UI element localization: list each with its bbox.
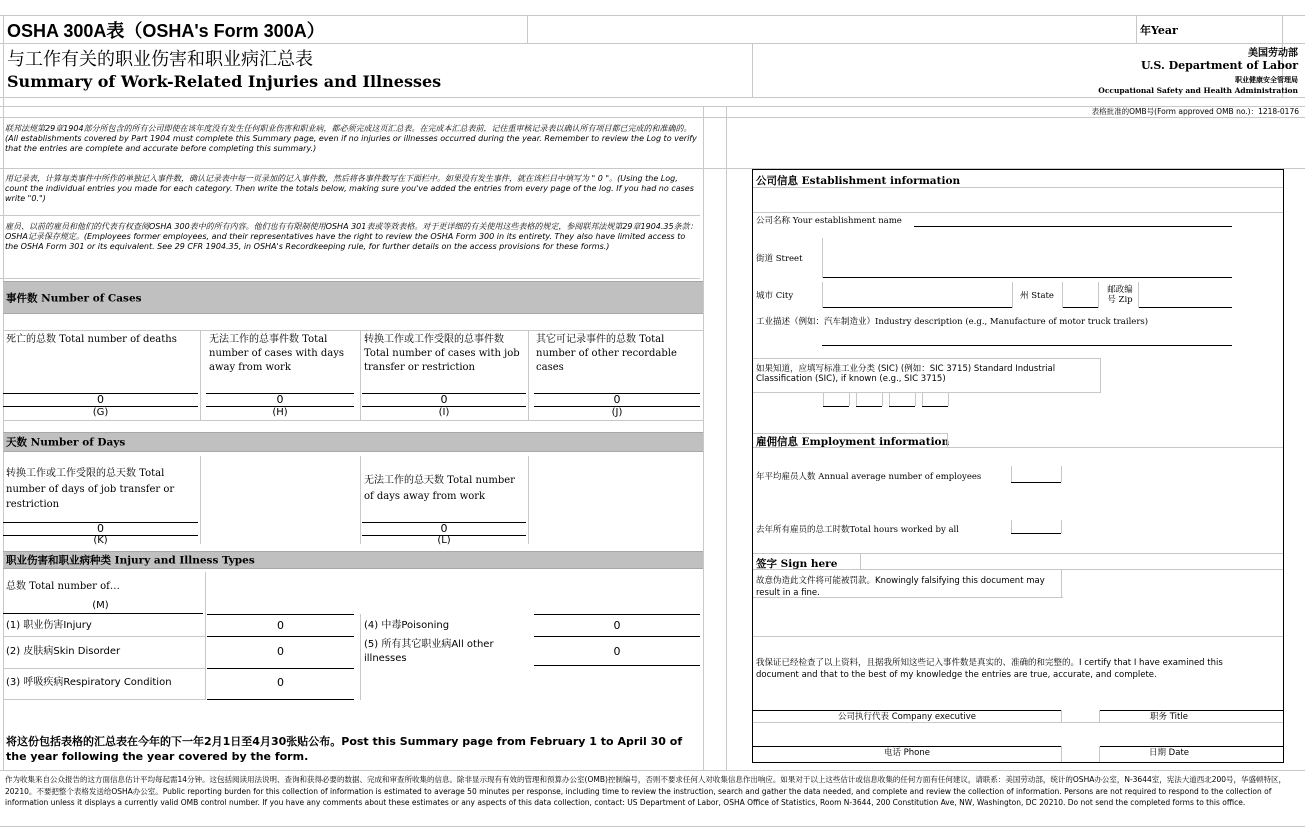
total-hours-label: 去年所有雇员的总工时数Total hours worked by all bbox=[756, 525, 959, 535]
days-away-cases-value[interactable]: 0 bbox=[276, 393, 284, 406]
burden-statement: 作为收集来自公众报告的这方面信息估计平均每起需14分钟。这包括阅读用法说明、查询和获得必要的数据、完成和审查所收集的信息。除非显示现有有效的管理和预算办公室(OMB)控制编号，否则不要求任何人对收集信息作出响应。如果对于以上这些估计或信息收集的任何方面有任何建议，请联系：美国劳动部，统计的OSHA办公室，N-3644室，宪法大道西北200号，华盛顿特区，20210。不要把整个表格发送给OSHA办公室。Public reporting burden for this collection of information is estimated to average 50 minutes per response, including time to review the instruction, search and gather the data needed, and complete and review the collection of information. Persons are not required to respond to the collection of information unless it displays a currently valid OMB control number. If you have any comments about these estimates or any aspects of this data collection, contact: US Department of Labor, OSHA Office of Statistics, Room N-3644, 200 Constitution Ave, NW, Washington, DC 20210. Do not send the completed forms to this office. bbox=[5, 775, 1287, 807]
other-cases-value[interactable]: 0 bbox=[613, 393, 621, 406]
cases-section-title: 事件数 Number of Cases bbox=[6, 292, 142, 304]
state-input[interactable] bbox=[1062, 307, 1098, 308]
transfer-cases-value[interactable]: 0 bbox=[440, 393, 448, 406]
letter-h: (H) bbox=[272, 407, 288, 418]
types-total-label: 总数 Total number of… bbox=[6, 581, 120, 592]
agency-english: Occupational Safety and Health Administration bbox=[1098, 86, 1298, 95]
dept-english: U.S. Department of Labor bbox=[1141, 59, 1298, 72]
instruction-2: 用记录表，计算每类事件中所作的单独记入事件数，确认记录表中每一页录加的记入事件数，然后将各事件数写在下面栏中。如果没有发生事件，就在该栏目中填写为 " 0 "。(Using the Log, count the individual entries you made for each category. Then write the totals below, making sure you've added the entries from every page of the log. If you had no cases write "0.") bbox=[5, 174, 694, 203]
executive-input[interactable] bbox=[753, 710, 1061, 711]
instruction-3: 雇员、以前的雇员和他们的代表有权查阅OSHA 300表中的所有内容。他们也有有限制使用OSHA 301表或等效表格。对于更详细的有关使用这些表格的规定，参阅联邦法规第29章1904.35条款：OSHA记录保存规定。(Employees former employees, and their representatives have the right to review the OSHA Form 300 in its entirety. They also have limited access to the OSHA Form 301 or its equivalent. See 29 CFR 1904.35, in OSHA's Recordkeeping rule, for further details on the access provisions for these forms.) bbox=[5, 222, 698, 251]
injury-value[interactable]: 0 bbox=[277, 619, 284, 632]
days-section-title: 天数 Number of Days bbox=[6, 436, 126, 449]
title-input[interactable] bbox=[1099, 710, 1283, 711]
transfer-cases-label: 转换工作或工作受限的总事件数 Total number of cases with job transfer or restriction bbox=[364, 334, 520, 373]
sic-digit-3[interactable] bbox=[889, 406, 915, 407]
days-away-cases-label: 无法工作的总事件数 Total number of cases with days away from work bbox=[209, 334, 345, 373]
title-chinese: 与工作有关的职业伤害和职业病汇总表 bbox=[7, 49, 313, 70]
sic-digit-4[interactable] bbox=[922, 406, 948, 407]
establishment-name-label: 公司名称 Your establishment name bbox=[756, 216, 902, 226]
certification-text: 我保证已经检查了以上资料，且据我所知这些记入事件数是真实的、准确的和完整的。I certify that I have examined this document and that to the best of my knowledge the entries are true, accurate, and complete. bbox=[756, 658, 1223, 680]
poisoning-value[interactable]: 0 bbox=[613, 619, 621, 632]
skin-disorder-label: (2) 皮肤病Skin Disorder bbox=[6, 646, 121, 657]
letter-j: (J) bbox=[611, 407, 623, 418]
agency-chinese: 职业健康安全管理局 bbox=[1235, 75, 1298, 84]
types-section-title: 职业伤害和职业病种类 Injury and Illness Types bbox=[6, 554, 255, 567]
respiratory-label: (3) 呼吸疾病Respiratory Condition bbox=[6, 677, 172, 688]
sic-label: 如果知道，应填写标准工业分类 (SIC) (例如：SIC 3715) Standard Industrial Classification (SIC), if known (e.g., SIC 3715) bbox=[756, 364, 1056, 384]
industry-input[interactable] bbox=[822, 345, 1232, 346]
letter-m: (M) bbox=[92, 600, 109, 611]
city-label: 城市 City bbox=[756, 291, 794, 301]
year-label: 年Year bbox=[1140, 24, 1178, 37]
city-input[interactable] bbox=[822, 307, 1012, 308]
sic-digit-2[interactable] bbox=[856, 406, 882, 407]
total-hours-input[interactable] bbox=[1011, 533, 1061, 534]
employment-heading: 雇佣信息 Employment information bbox=[756, 436, 950, 448]
phone-input[interactable] bbox=[753, 746, 1061, 747]
letter-i: (I) bbox=[438, 407, 450, 418]
sic-digit-1[interactable] bbox=[823, 406, 849, 407]
form-title: OSHA 300A表（OSHA's Form 300A） bbox=[7, 21, 325, 41]
letter-g: (G) bbox=[92, 407, 109, 418]
poisoning-label: (4) 中毒Poisoning bbox=[364, 620, 450, 631]
dept-chinese: 美国劳动部 bbox=[1248, 48, 1298, 59]
street-input[interactable] bbox=[822, 277, 1232, 278]
post-notice: 将这份包括表格的汇总表在今年的下一年2月1日至4月30张贴公布。Post this Summary page from February 1 to April 30 of the year following the year covered by the form. bbox=[6, 735, 683, 763]
respiratory-value[interactable]: 0 bbox=[277, 676, 284, 689]
transfer-days-label: 转换工作或工作受限的总天数 Total number of days of job transfer or restriction bbox=[6, 468, 175, 510]
instruction-1: 联邦法规第29章1904部分所包含的所有公司即使在该年度没有发生任何职业伤害和职业病，都必须完成这页汇总表。在完成本汇总表前，记住重审核记录表以确认所有项目都已完成的和准确的。(All establishments covered by Part 1904 must complete this Summary page, even if no injuries or illnesses occurred during the year. Remember to review the Log to verify that the entries are complete and accurate before completing this summary.) bbox=[5, 124, 697, 153]
days-section-bar bbox=[3, 432, 703, 452]
cases-section-bar bbox=[3, 281, 703, 314]
street-label: 街道 Street bbox=[756, 254, 803, 264]
falsify-warning: 故意伪造此文件将可能被罚款。Knowingly falsifying this document may result in a fine. bbox=[756, 576, 1045, 598]
zip-input[interactable] bbox=[1138, 307, 1232, 308]
letter-k: (K) bbox=[93, 535, 108, 546]
title-label: 职务 Title bbox=[1150, 712, 1188, 722]
executive-label: 公司执行代表 Company executive bbox=[838, 712, 976, 722]
deaths-label: 死亡的总数 Total number of deaths bbox=[6, 334, 177, 345]
other-cases-label: 其它可记录事件的总数 Total number of other recordable cases bbox=[536, 334, 677, 373]
date-label: 日期 Date bbox=[1148, 748, 1190, 758]
sign-heading: 签字 Sign here bbox=[756, 558, 838, 570]
avg-employees-label: 年平均雇员人数 Annual average number of employees bbox=[756, 472, 982, 482]
establishment-name-input[interactable] bbox=[914, 226, 1232, 227]
title-english: Summary of Work-Related Injuries and Illnesses bbox=[7, 72, 442, 91]
types-section-bar bbox=[3, 551, 703, 569]
establishment-heading: 公司信息 Establishment information bbox=[756, 175, 961, 187]
other-illness-value[interactable]: 0 bbox=[613, 645, 621, 658]
date-input[interactable] bbox=[1099, 746, 1283, 747]
days-away-label: 无法工作的总天数 Total number of days away from work bbox=[364, 475, 515, 502]
state-label: 州 State bbox=[1020, 291, 1054, 301]
transfer-days-value[interactable]: 0 bbox=[97, 522, 104, 535]
other-illness-label: (5) 所有其它职业病All other illnesses bbox=[364, 639, 494, 664]
industry-label: 工业描述（例如：汽车制造业）Industry description (e.g., Manufacture of motor truck trailers) bbox=[756, 317, 1149, 327]
zip-label: 邮政编号 Zip bbox=[1107, 285, 1133, 305]
injury-label: (1) 职业伤害Injury bbox=[6, 620, 92, 631]
phone-label: 电话 Phone bbox=[883, 748, 931, 758]
days-away-value[interactable]: 0 bbox=[440, 522, 448, 535]
letter-l: (L) bbox=[437, 535, 451, 546]
deaths-value[interactable]: 0 bbox=[97, 393, 104, 406]
skin-disorder-value[interactable]: 0 bbox=[277, 645, 284, 658]
avg-employees-input[interactable] bbox=[1011, 482, 1061, 483]
omb-number: 表格批准的OMB号(Form approved OMB no.)：1218-0176 bbox=[1091, 107, 1299, 116]
